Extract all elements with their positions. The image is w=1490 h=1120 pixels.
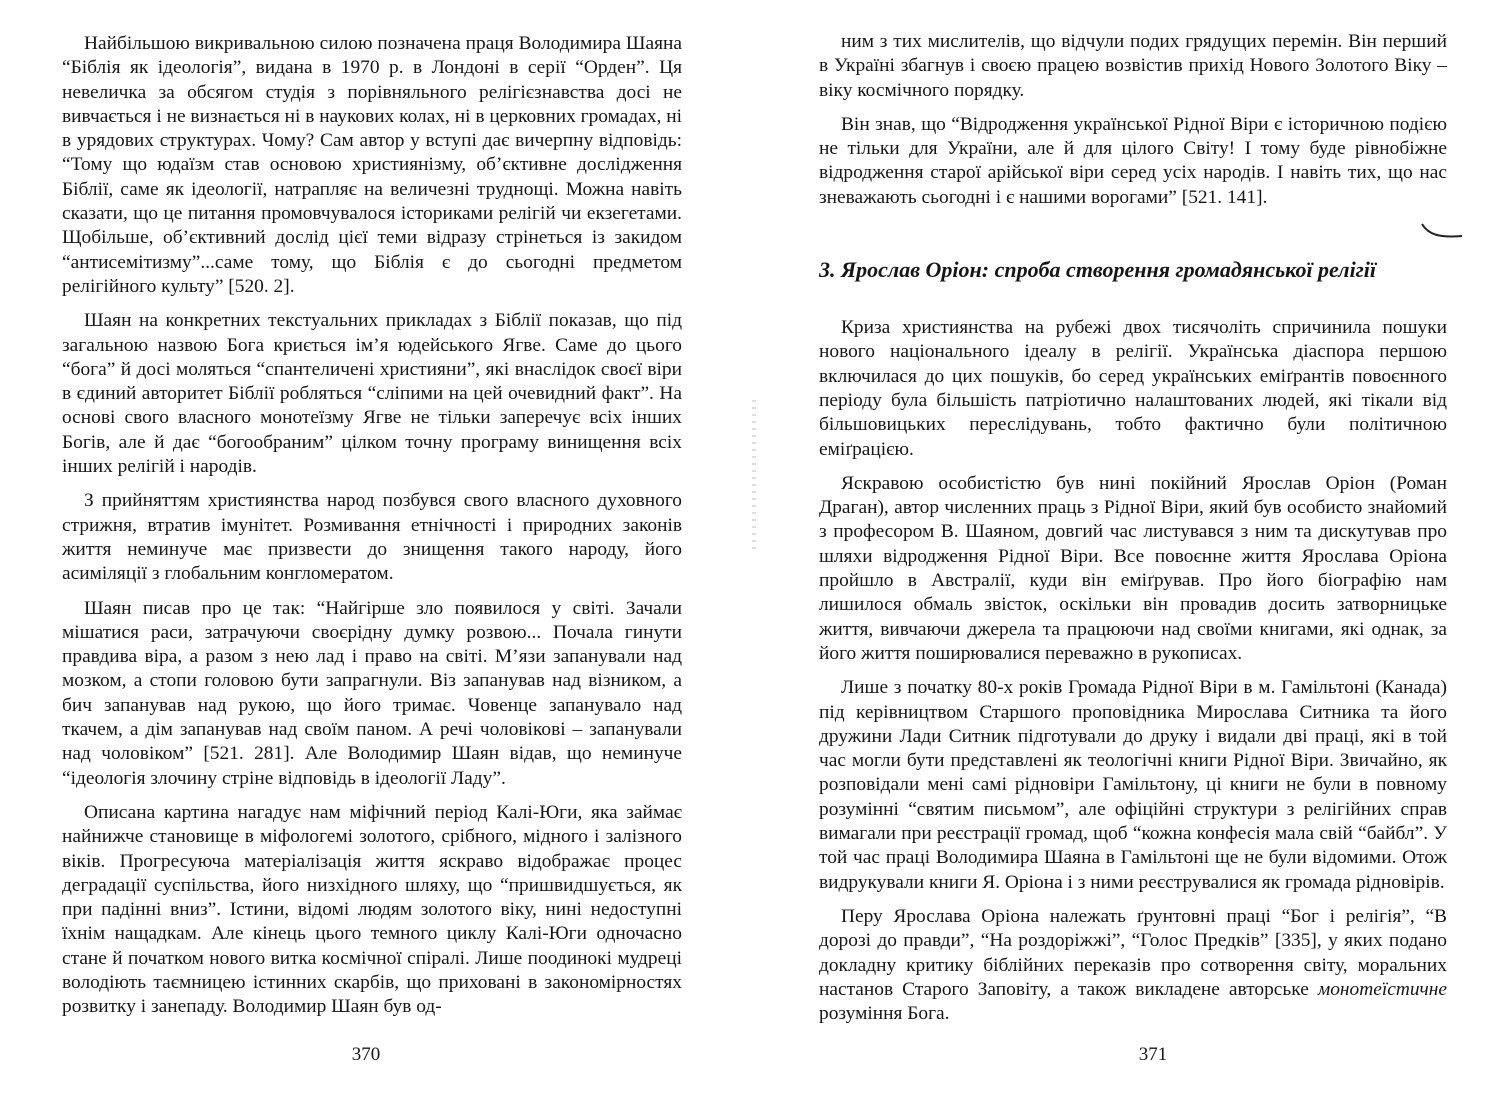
paragraph: Лише з початку 80-х років Громада Рідної Віри в м. Гамільтоні (Канада) під керівництвом Старшого проповідника Мирослава Ситника та його дружини Лади Ситник підготували до друку і видали дві праці, які в той час могли бути представлені як теологічні книги Рідної Віри. Звичайно, як розповідали мені самі рідновіри Гамільтону, ці книги не були в повному розумінні “святим письмом”, але офіційні структури з релігійних справ вимагали при реєстрації громад, щоб “кожна конфесія мала свій “байбл”. У той час праці Володимира Шаяна в Гамільтоні ще не були відомими. Отож видрукували книги Я. Оріона і з ними реєструвалися як громада рідновірів. (819, 677, 1447, 893)
paragraph: ним з тих мислителів, що відчули подих грядущих перемін. Він перший в Україні збагнув і своєю працею возвістив прихід Нового Золотого Віку – віку космічного порядку. (819, 31, 1447, 101)
paragraph: Описана картина нагадує нам міфічний період Калі-Юги, яка займає найнижче становище в міфологемі золотого, срібного, мідного і залізного віків. Прогресуюча матеріалізація життя яскраво відображає процес деградації суспільства, його низхідного шляху, що “пришвидшується, як при падінні вниз”. Істини, відомі людям золотого віку, нині недоступні їхнім нащадкам. Але кінець цього темного циклу Калі-Юги одночасно стане й початком нового витка космічної спіралі. Лише поодинокі мудреці володіють таємницею істинних скарбів, що приховані в закономірностях розвитку і занепаду. Володимир Шаян був од- (62, 801, 682, 1018)
right-page (745, 0, 1490, 1120)
emphasis-text: монотеїстичне (1317, 978, 1447, 1000)
paragraph: Найбільшою викривальною силою позначена праця Володимира Шаяна “Біблія як ідеологія”, видана в 1970 р. в Лондоні в серії “Орден”. Ця невеличка за обсягом студія з порівняльного релігієзнавства досі не вивчається і не визнається ні в наукових колах, ні в церковних громадах, ні в урядових структурах. Чому? Сам автор у вступі дає вичерпну відповідь: “Тому що юдаїзм став основою християнізму, об’єктивне дослідження Біблії, саме як ідеології, натрапляє на величезні труднощі. Можна навіть сказати, що це питання промовчувалося істориками релігій чи екзегетами. Щобільше, об’єктивний дослід цієї теми відразу стрінеться із закидом “антисемітизму”...саме тому, що Біблія є до сьогодні предметом релігійного культу” [520. 2]. (62, 33, 682, 297)
section-heading: 3. Ярослав Оріон: спроба створення громадянської релігії (819, 257, 1377, 283)
paragraph-text: розуміння Бога. (819, 1003, 950, 1025)
paragraph: Шаян на конкретних текстуальних прикладах з Біблії показав, що під загальною назвою Бога криється ім’я юдейського Ягве. Саме до цього “бога” й досі моляться “спантеличені християни”, які внаслідок своєї віри в єдиний авторитет Біблії робляться “сліпими на цей очевидний факт”. На основі свого власного монотеїзму Ягве не тільки заперечує всіх інших Богів, але й дає “богообраним” цілком точну програму винищення всіх інших релігій і народів. (62, 310, 682, 478)
paragraph: Шаян писав про це так: “Найгірше зло появилося у світі. Зачали мішатися раси, затрачуючи своєрідну думку розвою... Почала гинути правдива віра, а разом з нею лад і право на світі. М’язи запанували над мозком, а стопи головою бути запрагнули. Віз запанував над візником, а бич запанував над рукою, що його тримає. Човенце запанувало над ткачем, а дім запанував над своїм паном. А речі чоловікові – запанували над чоловіком” [521. 281]. Але Володимир Шаян відав, що неминуче “ідеологія злочину стріне відповідь в ідеології Ладу”. (62, 597, 682, 789)
paragraph-last (819, 905, 1447, 1026)
paragraph: Криза християнства на рубежі двох тисячоліть спричинила пошуки нового національного ідеалу в релігії. Українська діаспора першою включилася до цих пошуків, бо серед українських еміґрантів повоєнного періоду була більшість патріотично налаштованих людей, які тікали від більшовицьких переслідувань, тобто фактично були політичною еміґрацією. (819, 317, 1447, 460)
paragraph: З прийняттям християнства народ позбувся свого власного духовного стрижня, втратив імунітет. Розмивання етнічності і природних законів життя неминуче має призвести до знищення такого народу, його асиміляції з глобальним конгломератом. (62, 490, 682, 585)
paragraph-text: Перу Ярослава Оріона належать ґрунтовні праці “Бог і релігія”, “В дорозі до правди”, “На роздоріжжі”, “Голос Предків” [335], у яких подано докладну критику біблійних переказів про сотворення світу, моральних настанов Старого Заповіту, а також викладене авторське (819, 905, 1447, 1000)
right-page-text (819, 30, 1447, 1036)
page-number-right: 371 (1138, 1044, 1168, 1065)
paragraph: Він знав, що “Відродження української Рідної Віри є історичною подією не тільки для України, але й для цілого Світу! І тому буде рівнобіжне відродження старої арійської віри серед усіх народів. І навіть тих, що нас зневажають сьогодні і є нашими ворогами” [521. 141]. (819, 113, 1447, 208)
left-page-text (62, 32, 682, 1030)
pen-mark-icon (1420, 218, 1464, 242)
paragraph: Яскравою особистістю був нині покійний Ярослав Оріон (Роман Драган), автор численних праць з Рідної Віри, який був особисто знайомий з професором В. Шаяном, довгий час листувався з ним та дискутував про шляхи відродження Рідної Віри. Все повоєнне життя Ярослава Оріона пройшло в Австралії, куди він еміґрував. Про його біографію нам лишилося обмаль звісток, оскільки він провадив досить затворницьке життя, вивчаючи джерела та працюючи над своїми книгами, які однак, за його життя поширювалися переважно в рукописах. (819, 472, 1447, 664)
page-number-left: 370 (351, 1044, 381, 1065)
